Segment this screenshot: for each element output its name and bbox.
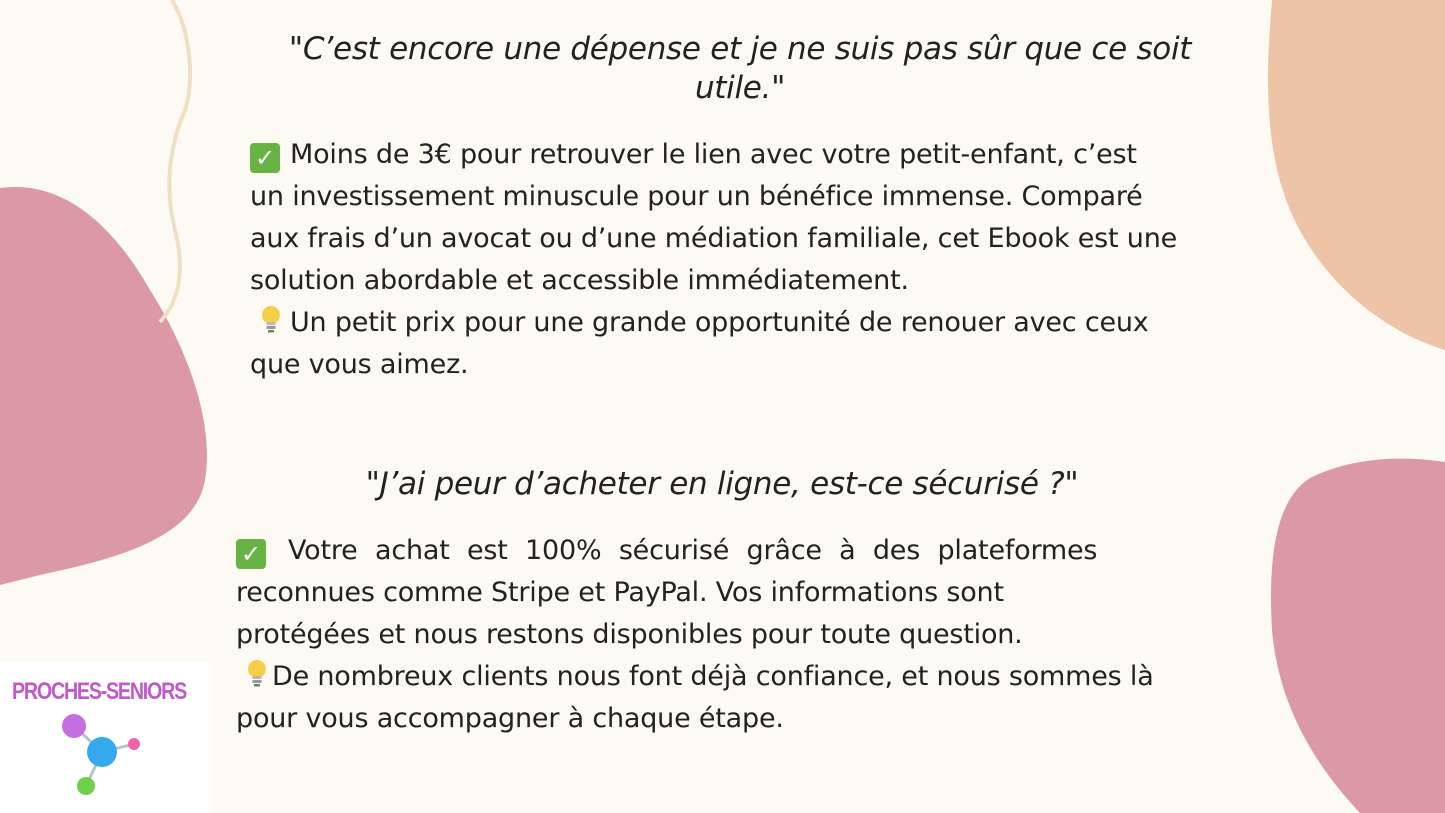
quote-line: "J’ai peur d’acheter en ligne, est-ce sécurisé ?" (365, 466, 1079, 502)
answer-line: solution abordable et accessible immédiatement. (250, 265, 909, 296)
molecule-icon (50, 708, 160, 798)
tip-line: De nombreux clients nous font déjà confiance, et nous sommes là (236, 656, 1208, 698)
objection-quote-1 (250, 30, 1230, 108)
answer-line: protégées et nous restons disponibles pour toute question. (236, 619, 1023, 650)
answer-line: ✓ Votre achat est 100% sécurisé grâce à des plateformes (236, 530, 1208, 572)
check-icon: ✓ (236, 539, 266, 569)
peach-blob-right (1268, 0, 1445, 350)
pink-blob-left (0, 187, 207, 585)
answer-line: aux frais d’un avocat ou d’une médiation familiale, cet Ebook est une (250, 223, 1178, 254)
lightbulb-icon (258, 304, 284, 334)
logo-text: PROCHES-SENIORS (12, 678, 187, 705)
answer-line: un investissement minuscule pour un bénéfice immense. Comparé (250, 181, 1143, 212)
answer-paragraph-1 (250, 134, 1221, 386)
answer-line: ✓ Moins de 3€ pour retrouver le lien avec votre petit-enfant, c’est (250, 134, 1221, 176)
tip-line: Un petit prix pour une grande opportunité de renouer avec ceux (250, 302, 1221, 344)
brand-logo (0, 662, 210, 813)
pink-blob-right (1271, 459, 1445, 813)
tip-line: pour vous accompagner à chaque étape. (236, 703, 784, 734)
quote-line: utile." (694, 70, 786, 106)
quote-line: "C’est encore une dépense et je ne suis pas sûr que ce soit (288, 31, 1192, 67)
answer-paragraph-2 (236, 530, 1208, 740)
tip-line: que vous aimez. (250, 349, 469, 380)
answer-line: reconnues comme Stripe et PayPal. Vos informations sont (236, 577, 1004, 608)
lightbulb-icon (244, 658, 270, 688)
cream-curve-line (160, 0, 190, 322)
objection-quote-2 (236, 465, 1208, 504)
check-icon: ✓ (250, 143, 280, 173)
